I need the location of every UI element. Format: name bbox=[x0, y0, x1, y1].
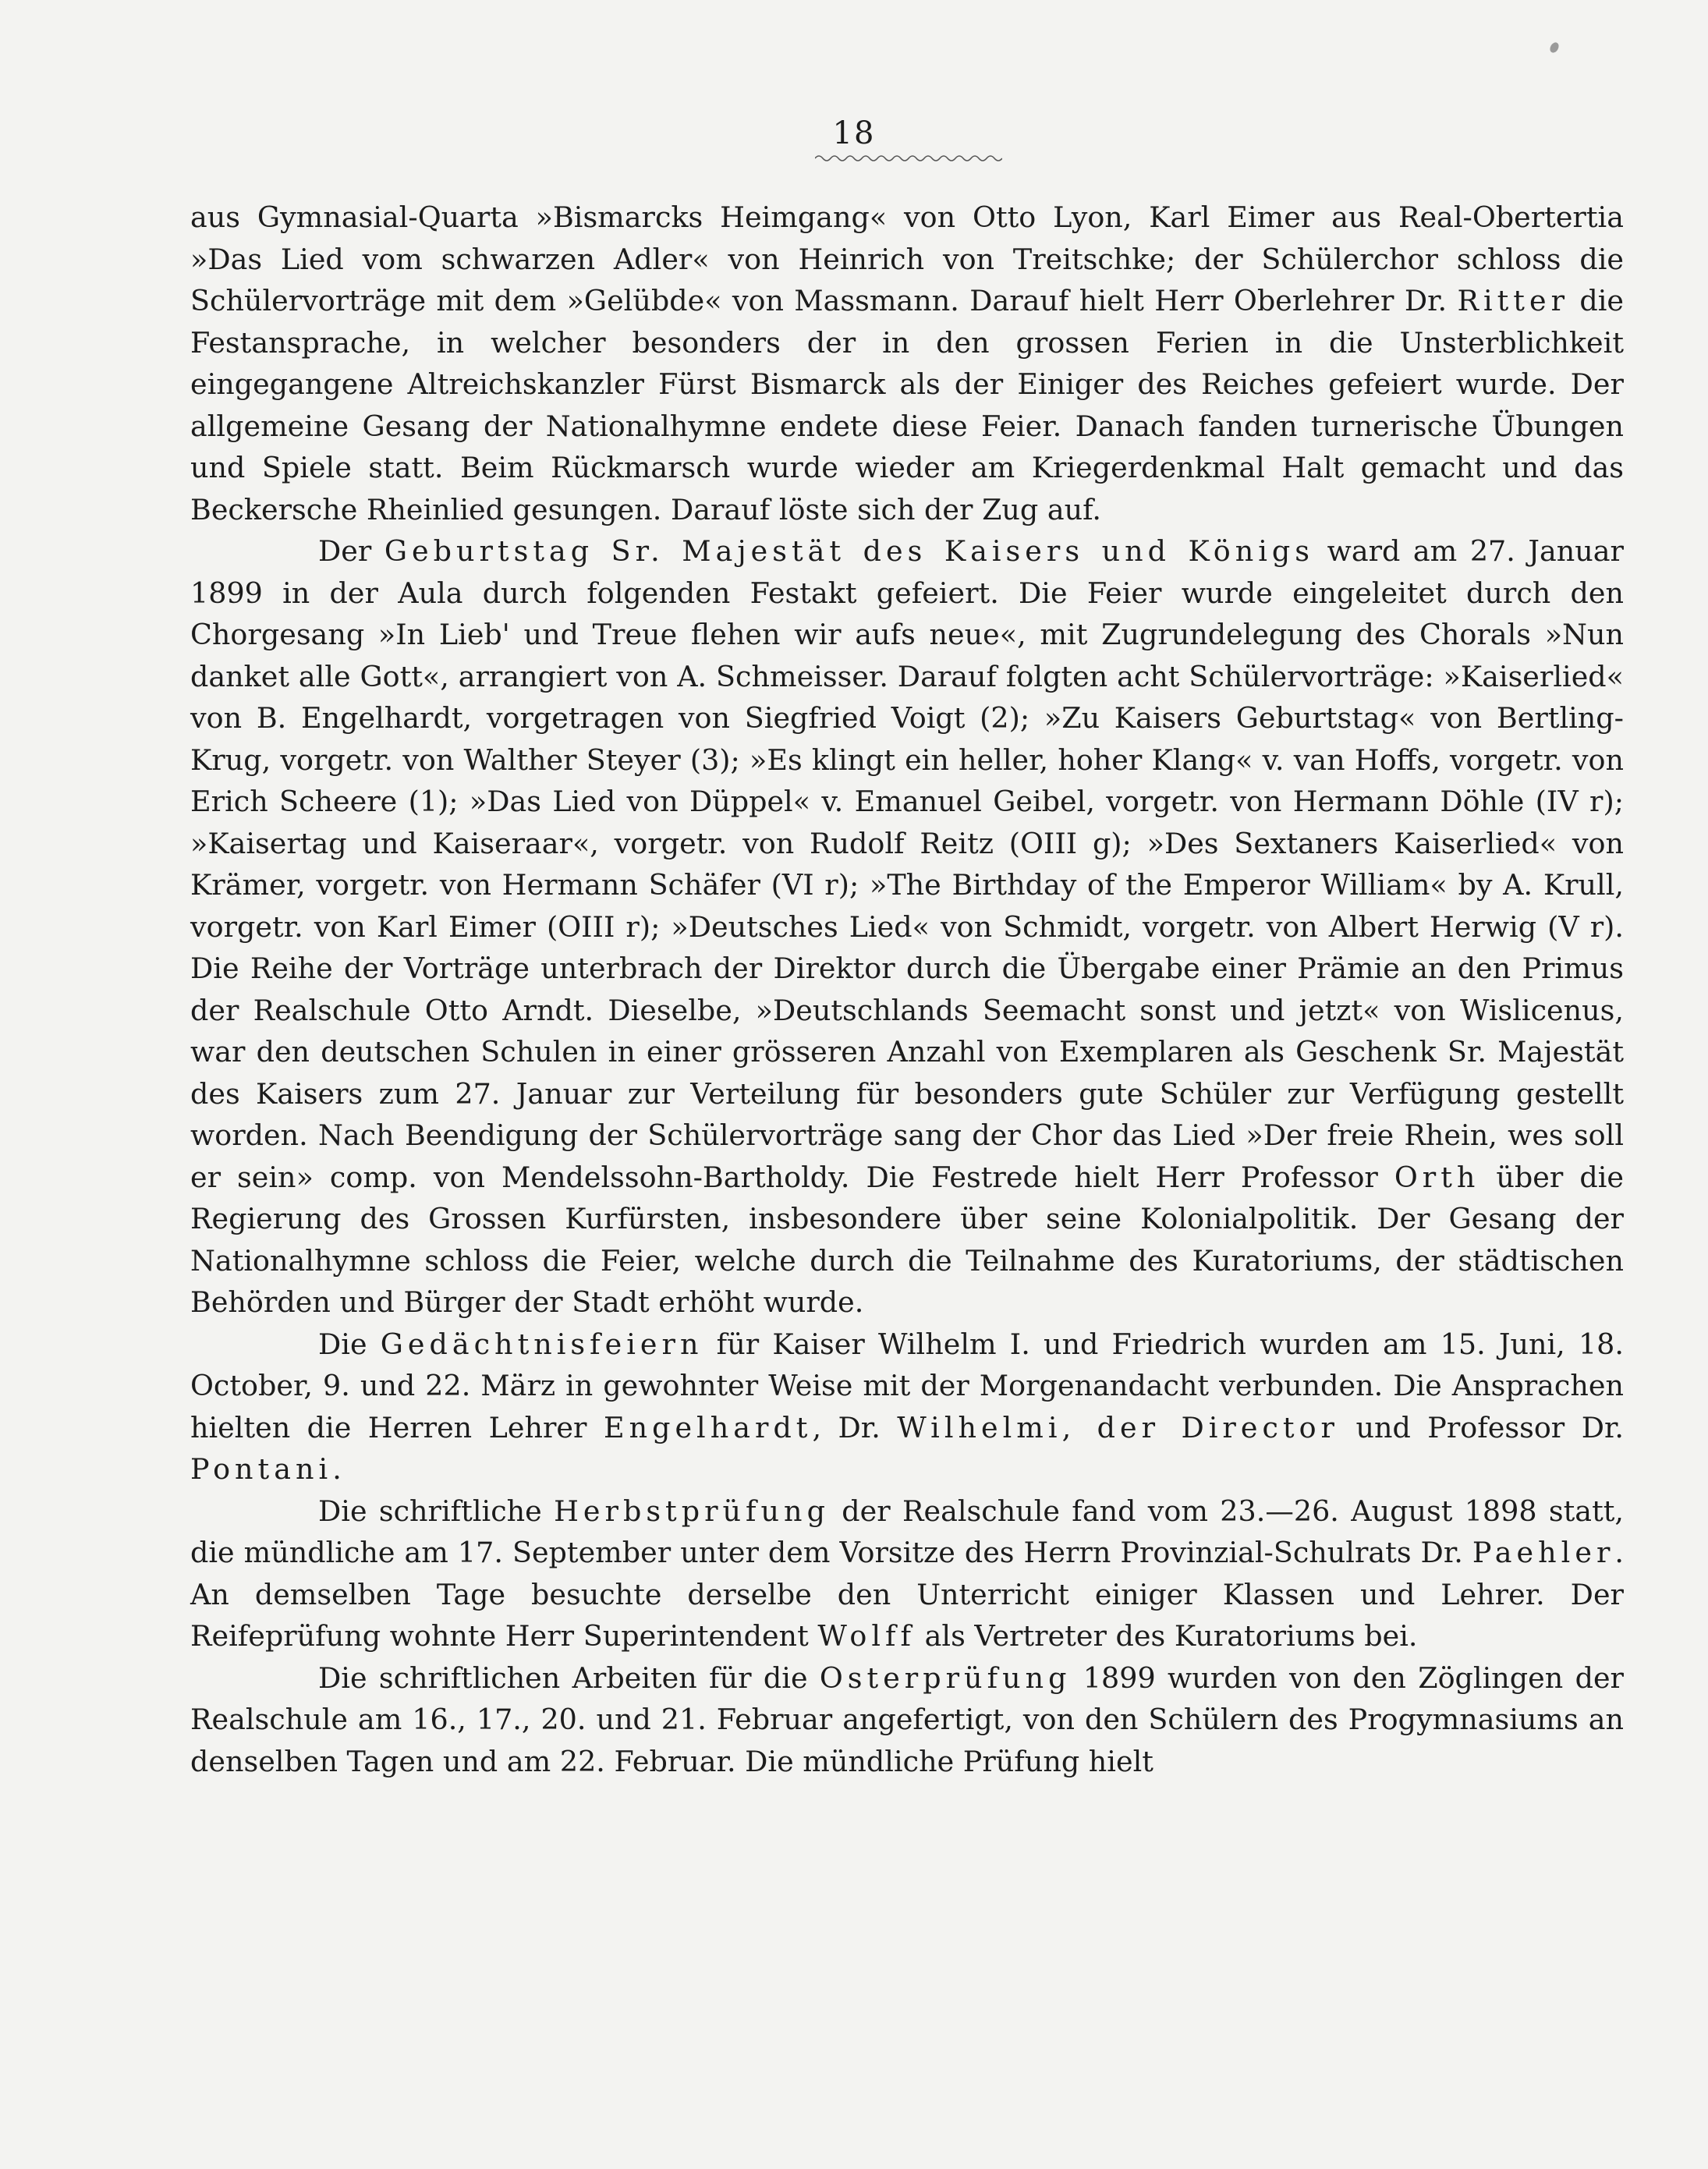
text-run: Die schriftliche bbox=[318, 1494, 555, 1528]
text-run: . bbox=[332, 1452, 342, 1486]
spaced-name: Paehler bbox=[1472, 1536, 1615, 1569]
text-run: der Realschule fand vom 23.—26. August 1898 statt, die mündliche am 17. September unter dem Vorsitze des Herrn Provinzial-Schulrats Dr. bbox=[190, 1494, 1625, 1569]
spaced-name: Orth bbox=[1394, 1160, 1480, 1194]
paper-speck bbox=[1548, 41, 1561, 54]
wavy-ornament-icon bbox=[815, 153, 1002, 164]
spaced-name: Pontani bbox=[190, 1452, 333, 1486]
text-run: Die bbox=[318, 1327, 381, 1361]
paragraph-3 bbox=[190, 1324, 1624, 1490]
spaced-name: Engelhardt bbox=[603, 1410, 813, 1444]
text-run: ward am 27. Januar 1899 in der Aula durch folgenden Festakt gefeiert. Die Feier wurde eingeleitet durch den Chorgesang »In Lieb' und Treue flehen wir aufs neue«, mit Zugrundelegung des Chorals »Nun danket alle Gott«, arrangiert von A. Schmeisser. Darauf folgten acht Schülervorträge: »Kaiserlied« von B. Engelhardt, vorgetragen von Siegfried Voigt (2); »Zu Kaisers Geburtstag« von Bertling-Krug, vorgetr. von Walther Steyer (3); »Es klingt ein heller, hoher Klang« v. van Hoffs, vorgetr. von Erich Scheere (1); »Das Lied von Düppel« v. Emanuel Geibel, vorgetr. von Hermann Döhle (IV r); »Kaisertag und Kaiseraar«, vorgetr. von Rudolf Reitz (OIII g); »Des Sextaners Kaiserlied« von Krämer, vorgetr. von Hermann Schäfer (VI r); »The Birthday of the Emperor William« by A. Krull, vorgetr. von Karl Eimer (OIII r); »Deutsches Lied« von Schmidt, vorgetr. von Albert Herwig (V r). Die Reihe der Vorträge unterbrach der Direktor durch die Übergabe einer Prämie an den Primus der Realschule Otto Arndt. Dieselbe, »Deutschlands Seemacht sonst und jetzt« von Wislicenus, war den deutschen Schulen in einer grösseren Anzahl von Exemplaren als Geschenk Sr. Majestät des Kaisers zum 27. Januar zur Verteilung für besonders gute Schüler zur Verfügung gestellt worden. Nach Beendigung der Schülervorträge sang der Chor das Lied »Der freie Rhein, wes soll er sein» comp. von Mendelssohn-Bartholdy. Die Festrede hielt Herr Professor bbox=[190, 534, 1625, 1194]
paragraph-1 bbox=[190, 197, 1624, 530]
text-run: für Kaiser Wilhelm I. und Friedrich wurden am 15. Juni, 18. October, 9. und 22. März in gewohnter Weise mit der Morgenandacht verbunden. Die Ansprachen hielten die Herren Lehrer bbox=[190, 1327, 1625, 1444]
paragraph-5 bbox=[190, 1657, 1624, 1783]
spaced-heading: Osterprüfung bbox=[819, 1660, 1072, 1695]
spaced-name: Wolff bbox=[817, 1619, 916, 1653]
page-number: 18 bbox=[832, 115, 876, 151]
text-run: aus Gymnasial-Quarta »Bismarcks Heimgang« von Otto Lyon, Karl Eimer aus Real-Obertertia »Das Lied vom schwarzen Adler« von Heinrich von Treitschke; der Schülerchor schloss die Schülervorträge mit dem »Gelübde« von Massmann. Darauf hielt Herr Oberlehrer Dr. bbox=[190, 200, 1624, 317]
text-run: Der bbox=[318, 534, 384, 568]
text-run: 1899 wurden von den Zöglingen der Realschule am 16., 17., 20. und 21. Februar angefertigt, von den Schülern des Progymnasiums an denselben Tagen und am 22. Februar. Die mündliche Prüfung hielt bbox=[190, 1660, 1624, 1778]
spaced-name: Ritter bbox=[1457, 284, 1570, 317]
text-run: Die schriftlichen Arbeiten für die bbox=[318, 1660, 820, 1695]
text-run: , Dr. bbox=[812, 1410, 898, 1444]
text-run: . An demselben Tage besuchte derselbe den Unterricht einiger Klassen und Lehrer. Der Reifeprüfung wohnte Herr Superintendent bbox=[190, 1536, 1624, 1653]
spaced-heading: Herbstprüfung bbox=[554, 1494, 830, 1528]
paragraph-4 bbox=[190, 1490, 1624, 1657]
paragraph-2 bbox=[190, 530, 1624, 1324]
spaced-heading: Gedächtnisfeiern bbox=[380, 1327, 703, 1361]
spaced-name: Wilhelmi, der Director bbox=[897, 1410, 1339, 1444]
text-run: und Professor Dr. bbox=[1339, 1410, 1624, 1444]
body-text bbox=[190, 197, 1624, 1782]
text-run: über die Regierung des Grossen Kurfürsten, insbesondere über seine Kolonialpolitik. Der Gesang der Nationalhymne schloss die Feier, welche durch die Teilnahme des Kuratoriums, der städtischen Behörden und Bürger der Stadt erhöht wurde. bbox=[190, 1160, 1624, 1319]
text-run: als Vertreter des Kuratoriums bei. bbox=[916, 1619, 1418, 1653]
spaced-heading: Geburtstag Sr. Majestät des Kaisers und Königs bbox=[384, 534, 1315, 568]
text-run: die Festansprache, in welcher besonders der in den grossen Ferien in die Unsterblichkeit eingegangene Altreichskanzler Fürst Bismarck als der Einiger des Reiches gefeiert wurde. Der allgemeine Gesang der Nationalhymne endete diese Feier. Danach fanden turnerische Übungen und Spiele statt. Beim Rückmarsch wurde wieder am Kriegerdenkmal Halt gemacht und das Beckersche Rheinlied gesungen. Darauf löste sich der Zug auf. bbox=[190, 284, 1625, 526]
